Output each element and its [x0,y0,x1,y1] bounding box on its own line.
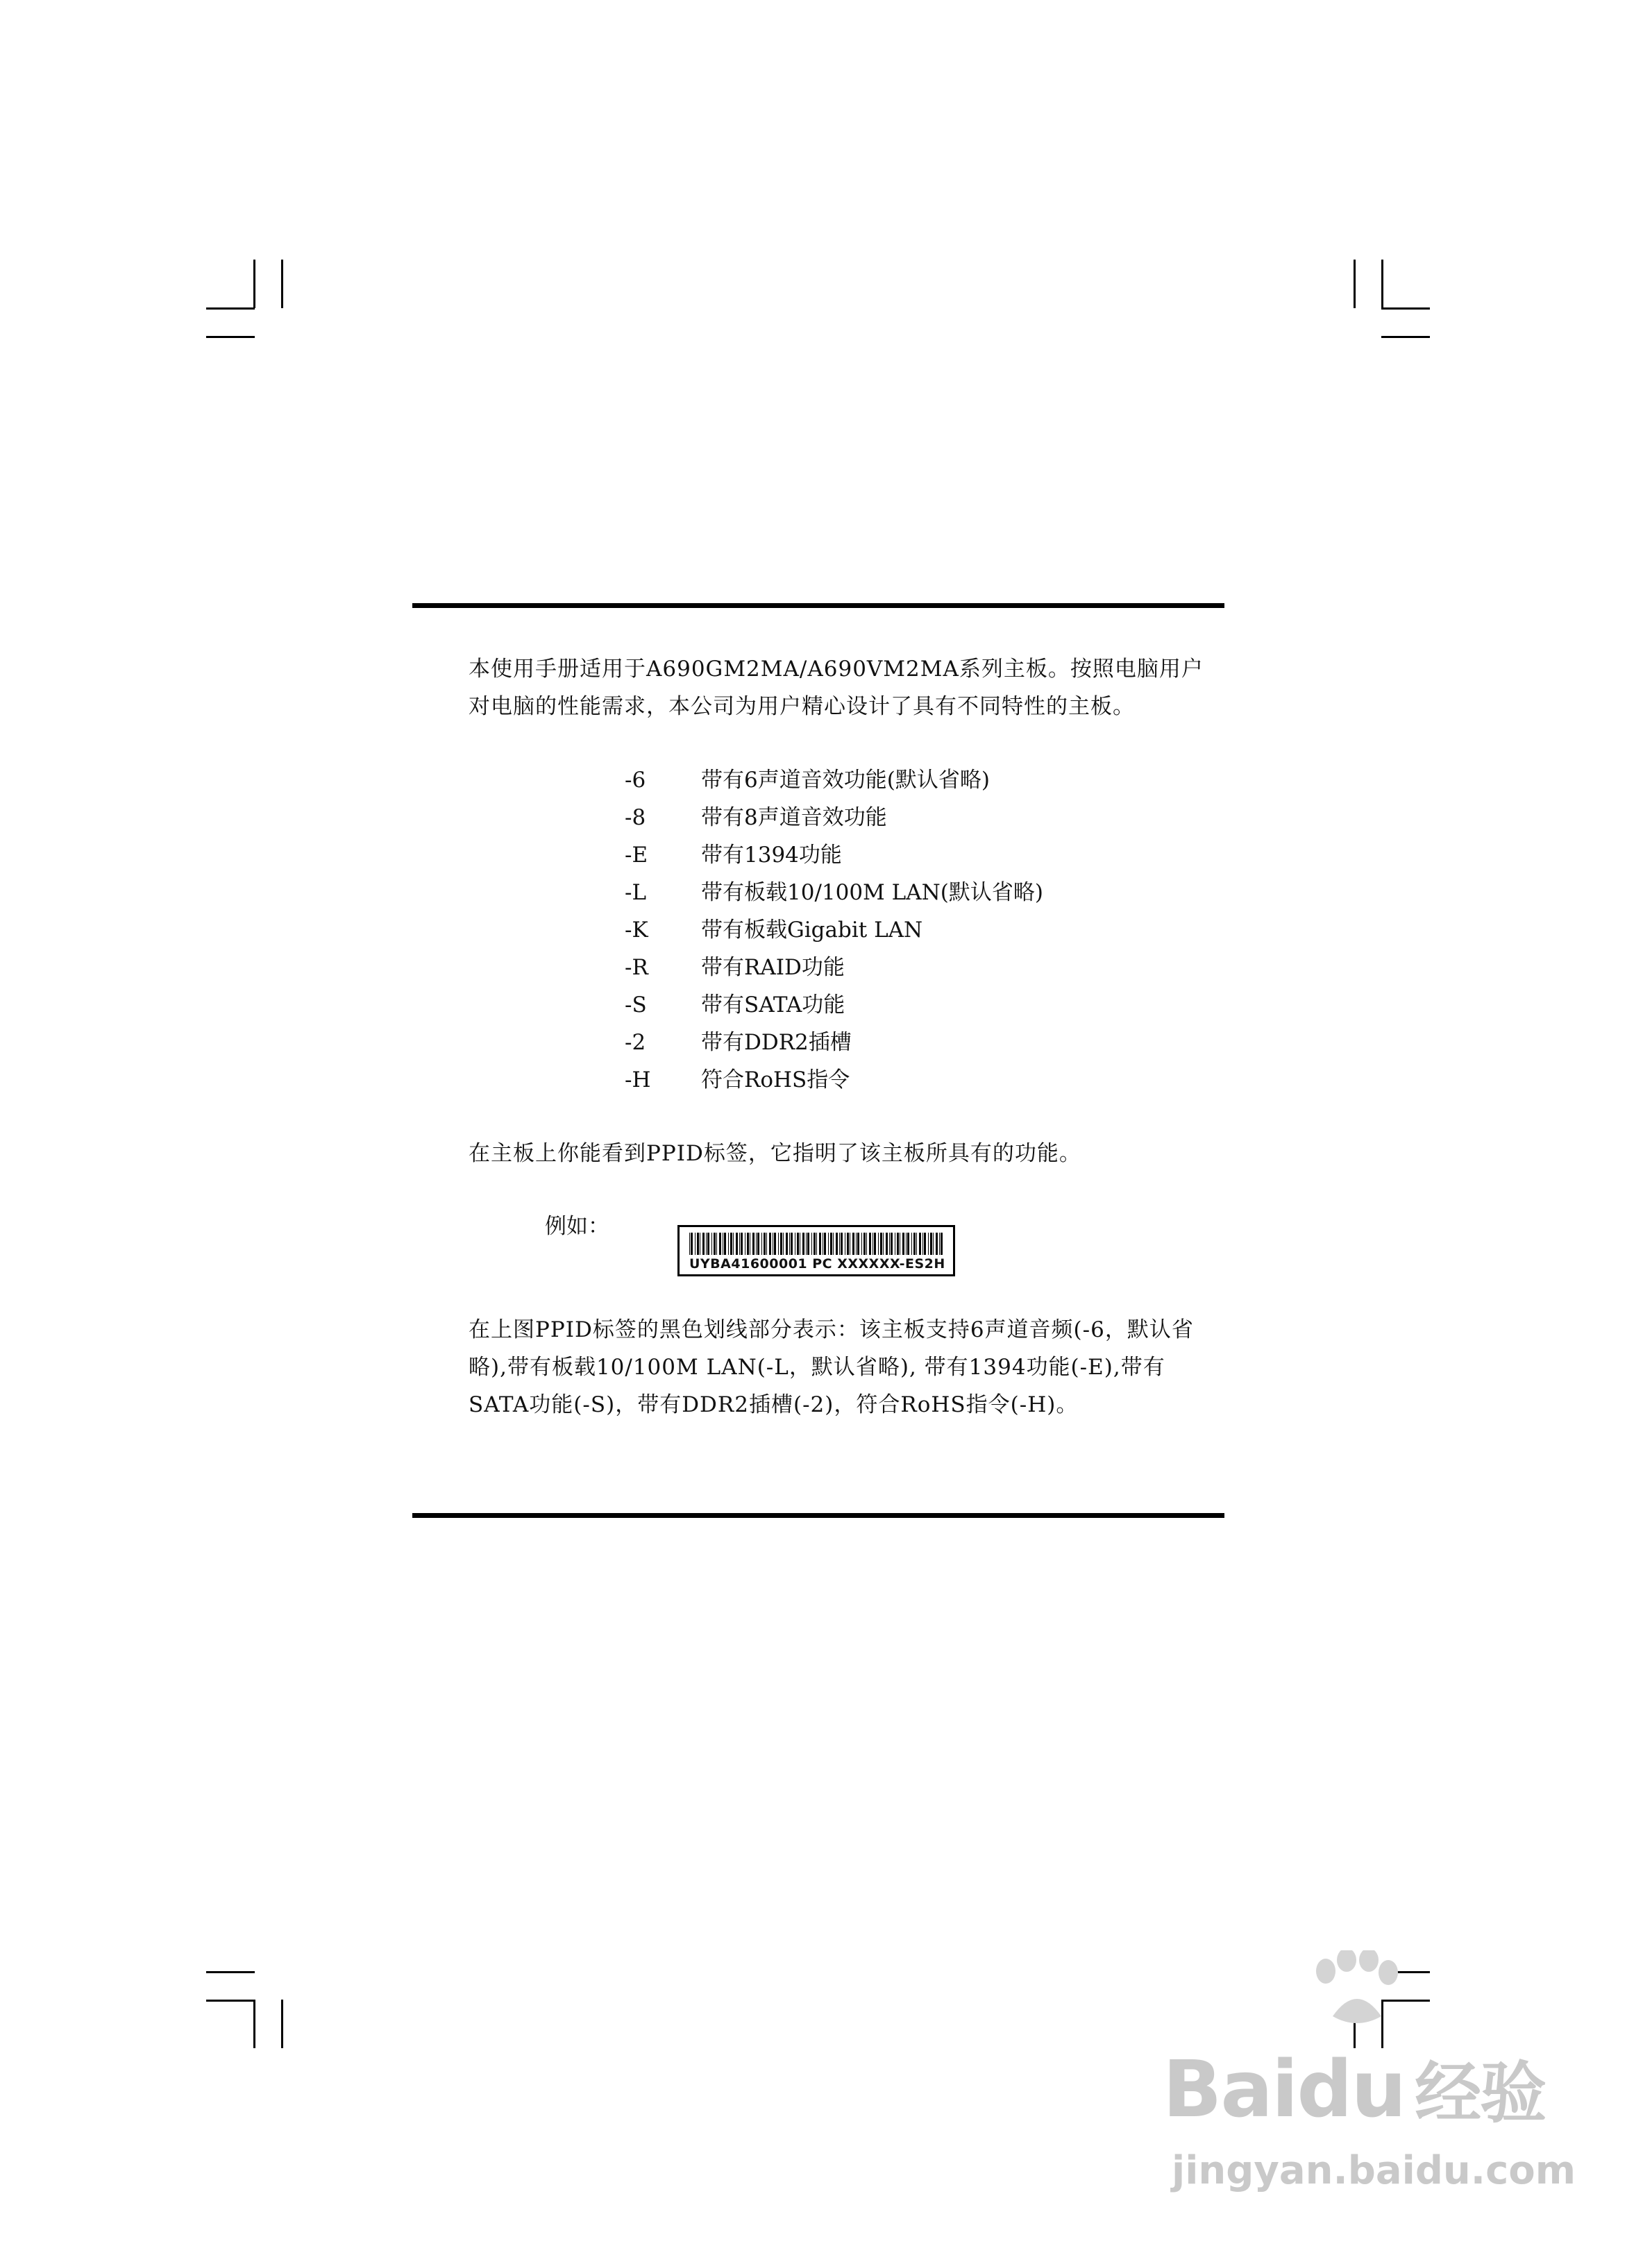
ppid-barcode-label [677,1225,955,1276]
crop-mark [206,307,255,310]
option-item [625,986,845,1024]
barcode-bar [839,1233,840,1255]
crop-mark [1381,336,1430,338]
crop-mark [1381,260,1383,308]
example-label: 例如： [545,1214,609,1239]
barcode-bar [802,1233,804,1255]
barcode-bar [913,1233,916,1255]
barcode-bar [874,1233,876,1255]
barcode-bar [707,1233,709,1255]
barcode-bar [695,1233,696,1255]
option-item [625,874,1043,911]
barcode-bar [702,1233,705,1255]
barcode-bar [883,1233,884,1255]
crop-mark [206,2000,255,2002]
barcode-bar [739,1233,740,1255]
option-item [625,761,990,799]
option-code: -6 [625,768,646,793]
barcode-bar [928,1233,929,1255]
option-desc: 带有板载10/100M LAN(默认省略) [701,880,1043,905]
barcode-bar [706,1233,707,1255]
option-desc: 带有板载Gigabit LAN [701,918,923,943]
barcode-bar [797,1233,799,1255]
option-desc: 符合RoHS指令 [701,1067,850,1092]
barcode-bar [869,1233,871,1255]
option-desc: 带有DDR2插槽 [701,1030,852,1055]
option-code: -L [625,880,647,905]
barcode-bar [778,1233,779,1255]
barcode-bar [730,1233,732,1255]
barcode-bar [902,1233,904,1255]
barcode-text: UYBA41600001 PC XXXXXX-ES2H [689,1256,945,1272]
intro-paragraph: 本使用手册适用于A690GM2MA/A690VM2MA系列主板。按照电脑用户对电脑的性能需求，本公司为用户精心设计了具有不同特性的主板。 [469,657,1204,719]
option-item [625,949,845,986]
barcode-bar [824,1233,826,1255]
barcode-bar [714,1233,716,1255]
crop-mark [206,336,255,338]
barcode-bar [911,1233,912,1255]
option-item [625,1024,852,1061]
option-code: -E [625,843,648,868]
watermark-brand-cn: 经验 [1415,2054,1546,2132]
option-code: -R [625,955,648,980]
barcode-bar [757,1233,759,1255]
option-code: -K [625,918,648,943]
barcode-bar [697,1233,699,1255]
option-item [625,911,922,949]
barcode-bar [741,1233,743,1255]
option-desc: 带有6声道音效功能(默认省略) [701,768,990,793]
barcode-bar [689,1233,690,1255]
barcode-bar [936,1233,938,1255]
barcode-bar [922,1233,923,1255]
baidu-watermark [1163,2041,1545,2136]
barcode-bar [752,1233,755,1255]
barcode-bar [916,1233,917,1255]
option-desc: 带有8声道音效功能 [701,805,887,830]
barcode-bar [789,1233,790,1255]
barcode-bar [924,1233,926,1255]
barcode-bar [847,1233,849,1255]
barcode-bar [866,1233,867,1255]
barcode-bar [836,1233,838,1255]
barcode-bar [724,1233,726,1255]
ppid-paragraph: 在主板上你能看到PPID标签，它指明了该主板所具有的功能。 [469,1141,1081,1166]
option-desc: 带有1394功能 [701,843,842,868]
barcode-bar [857,1233,859,1255]
option-desc: 带有SATA功能 [701,993,845,1017]
barcode-bar [736,1233,738,1255]
barcode-bar [863,1233,866,1255]
barcode-bar [761,1233,762,1255]
barcode-bar [886,1233,888,1255]
paw-icon [1305,1950,1409,2034]
barcode-bar [880,1233,882,1255]
barcode-bar [807,1233,809,1255]
crop-mark [253,2000,255,2048]
barcode-bar [791,1233,793,1255]
barcode-bar [769,1233,771,1255]
barcode-bar [691,1233,693,1255]
barcode-bar [756,1233,757,1255]
option-code: -8 [625,805,646,830]
barcode-bar [806,1233,807,1255]
barcode-bar [941,1233,943,1255]
barcode-bar [919,1233,921,1255]
barcode-bar [774,1233,776,1255]
barcode-bar [930,1233,932,1255]
top-rule [412,603,1224,608]
barcode-bar [766,1233,767,1255]
barcode-bar [747,1233,749,1255]
barcode-bar [716,1233,717,1255]
barcode-bar [841,1233,843,1255]
barcode-bar [907,1233,909,1255]
barcode-bar [786,1233,788,1255]
barcode-bar [856,1233,857,1255]
option-item [625,799,887,836]
barcode-bar [861,1233,862,1255]
barcode-bar [780,1233,782,1255]
barcode-bar [728,1233,729,1255]
barcode-bar [814,1233,816,1255]
barcode-bar [783,1233,784,1255]
watermark-brand: Baidu [1163,2045,1406,2135]
barcode-bar [939,1233,940,1255]
barcode-bar [828,1233,829,1255]
barcode-bar [878,1233,879,1255]
bottom-rule [412,1513,1224,1518]
barcode-bar [830,1233,832,1255]
barcode-bar [816,1233,817,1255]
option-code: -H [625,1067,651,1092]
barcode-bars [689,1233,946,1255]
crop-mark [281,2000,283,2048]
watermark-url: jingyan.baidu.com [1172,2148,1576,2193]
barcode-bar [897,1233,899,1255]
barcode-bar [906,1233,907,1255]
crop-mark [1354,260,1356,308]
crop-mark [1381,307,1430,310]
barcode-bar [889,1233,890,1255]
option-code: -S [625,993,647,1017]
barcode-bar [764,1233,766,1255]
barcode-bar [833,1233,834,1255]
option-item [625,1061,850,1099]
barcode-bar [891,1233,893,1255]
option-code: -2 [625,1030,646,1055]
barcode-bar [719,1233,721,1255]
barcode-bar [852,1233,854,1255]
crop-mark [206,1971,255,1973]
barcode-bar [819,1233,821,1255]
barcode-bar [811,1233,812,1255]
crop-mark [253,260,255,308]
barcode-bar [711,1233,712,1255]
barcode-bar [933,1233,934,1255]
crop-mark [281,260,283,308]
barcode-bar [733,1233,734,1255]
option-desc: 带有RAID功能 [701,955,845,980]
explain-paragraph: 在上图PPID标签的黑色划线部分表示：该主板支持6声道音频(-6，默认省略),带有板载10/100M LAN(-L，默认省略), 带有1394功能(-E),带有SATA功能(-S)，带有DDR2插槽(-2)，符合RoHS指令(-H)。 [469,1317,1194,1417]
option-item [625,836,842,874]
